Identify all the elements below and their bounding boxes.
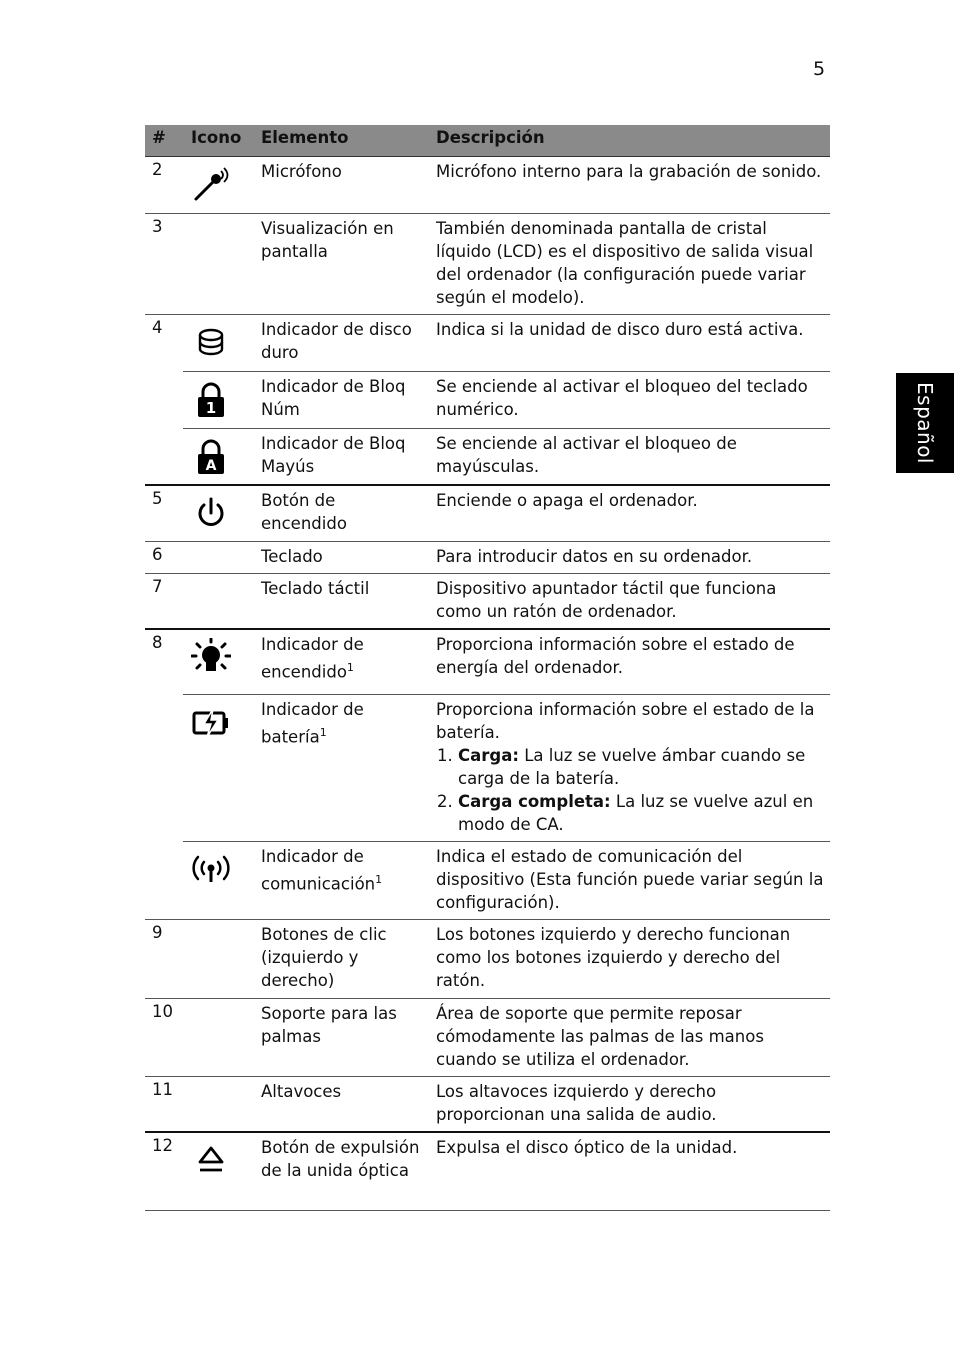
element-name: Micrófono	[261, 162, 342, 181]
row-number: 8	[152, 633, 163, 652]
element-name-text: Indicador de encendido	[261, 635, 364, 682]
row-number: 5	[152, 489, 163, 508]
element-name: Altavoces	[261, 1082, 342, 1101]
table-row	[183, 428, 830, 484]
table-row-group	[145, 315, 830, 486]
table-row	[145, 574, 830, 630]
element-description: Para introducir datos en su ordenador.	[436, 547, 753, 566]
svg-text:A: A	[205, 458, 217, 474]
table-row	[145, 920, 830, 999]
row-number: 12	[152, 1136, 173, 1155]
element-name: Botón de expulsión de la unida óptica	[261, 1138, 420, 1180]
row-number: 3	[152, 217, 163, 236]
element-name-text: Indicador de batería	[261, 700, 364, 747]
element-name: Indicador de Bloq Mayús	[261, 434, 406, 476]
table-row-group	[145, 630, 830, 920]
element-name: Teclado	[261, 547, 323, 566]
components-table	[145, 125, 830, 1211]
element-name	[261, 845, 421, 896]
language-tab-label: Español	[913, 382, 938, 464]
row-number: 4	[152, 318, 163, 337]
element-name: Teclado táctil	[261, 579, 370, 598]
element-name	[261, 633, 421, 684]
microphone-icon	[191, 165, 235, 205]
element-name: Botones de clic (izquierdo y derecho)	[261, 925, 387, 990]
description-text: Proporciona información sobre el estado de la batería.	[436, 700, 815, 742]
row-number: 7	[152, 577, 163, 596]
list-item	[458, 790, 826, 836]
row-number: 10	[152, 1002, 173, 1021]
element-description: Indica el estado de comunicación del dispositivo (Esta función puede variar según la configuración).	[436, 847, 824, 912]
svg-text:1: 1	[205, 399, 217, 417]
table-row	[145, 630, 830, 694]
element-description: Se enciende al activar el bloqueo de mayúsculas.	[436, 434, 737, 476]
row-number: 9	[152, 923, 163, 942]
table-row	[145, 1077, 830, 1133]
element-description: Los altavoces izquierdo y derecho proporcionan una salida de audio.	[436, 1082, 717, 1124]
table-row	[183, 371, 830, 428]
table-header	[145, 125, 830, 157]
power-icon	[191, 494, 235, 534]
list-text: La luz se vuelve ámbar cuando se carga de la batería.	[458, 746, 806, 788]
element-description: Proporciona información sobre el estado de energía del ordenador.	[436, 635, 795, 677]
table-row	[145, 542, 830, 574]
caps-lock-icon	[191, 437, 235, 477]
row-number: 2	[152, 160, 163, 179]
table-row	[183, 841, 830, 919]
element-description: Enciende o apaga el ordenador.	[436, 491, 698, 510]
table-row	[145, 315, 830, 371]
table-row	[145, 999, 830, 1077]
element-description: Se enciende al activar el bloqueo del teclado numérico.	[436, 377, 808, 419]
table-row	[145, 486, 830, 542]
element-name: Soporte para las palmas	[261, 1004, 397, 1046]
list-term: Carga completa:	[458, 792, 611, 811]
footnote-marker: 1	[319, 726, 327, 739]
header-element: Elemento	[261, 128, 349, 147]
num-lock-icon	[191, 380, 235, 420]
language-tab	[896, 373, 954, 473]
element-description: También denominada pantalla de cristal líquido (LCD) es el dispositivo de salida visual del ordenador (la configuración puede variar según el modelo).	[436, 219, 814, 307]
table-row	[145, 1133, 830, 1211]
element-description: Área de soporte que permite reposar cómodamente las palmas de las manos cuando se utiliza el ordenador.	[436, 1004, 764, 1069]
wireless-icon	[191, 850, 235, 890]
battery-state-list	[436, 744, 826, 836]
element-description: Dispositivo apuntador táctil que funciona como un ratón de ordenador.	[436, 579, 777, 621]
element-description	[436, 698, 826, 836]
row-number: 6	[152, 545, 163, 564]
header-num: #	[152, 128, 166, 147]
element-name	[261, 698, 421, 749]
element-description: Indica si la unidad de disco duro está activa.	[436, 320, 804, 339]
eject-icon	[191, 1141, 235, 1181]
header-icon: Icono	[191, 128, 242, 147]
table-row	[145, 214, 830, 315]
list-item	[458, 744, 826, 790]
table-row	[145, 157, 830, 214]
page-number: 5	[813, 58, 826, 80]
list-term: Carga:	[458, 746, 519, 765]
battery-icon	[191, 703, 235, 743]
list-text: La luz se vuelve azul en modo de CA.	[458, 792, 814, 834]
header-description: Descripción	[436, 128, 545, 147]
element-description: Los botones izquierdo y derecho funcionan como los botones izquierdo y derecho del ratón.	[436, 925, 791, 990]
element-description: Micrófono interno para la grabación de sonido.	[436, 162, 822, 181]
power-indicator-icon	[191, 638, 235, 678]
element-name: Indicador de Bloq Núm	[261, 377, 406, 419]
footnote-marker: 1	[346, 661, 354, 674]
footnote-marker: 1	[375, 873, 383, 886]
element-name: Visualización en pantalla	[261, 219, 394, 261]
element-name: Indicador de disco duro	[261, 320, 412, 362]
hdd-icon	[191, 323, 235, 363]
element-description: Expulsa el disco óptico de la unidad.	[436, 1138, 738, 1157]
table-row	[183, 694, 830, 841]
row-number: 11	[152, 1080, 173, 1099]
element-name-text: Indicador de comunicación	[261, 847, 376, 894]
element-name: Botón de encendido	[261, 491, 347, 533]
